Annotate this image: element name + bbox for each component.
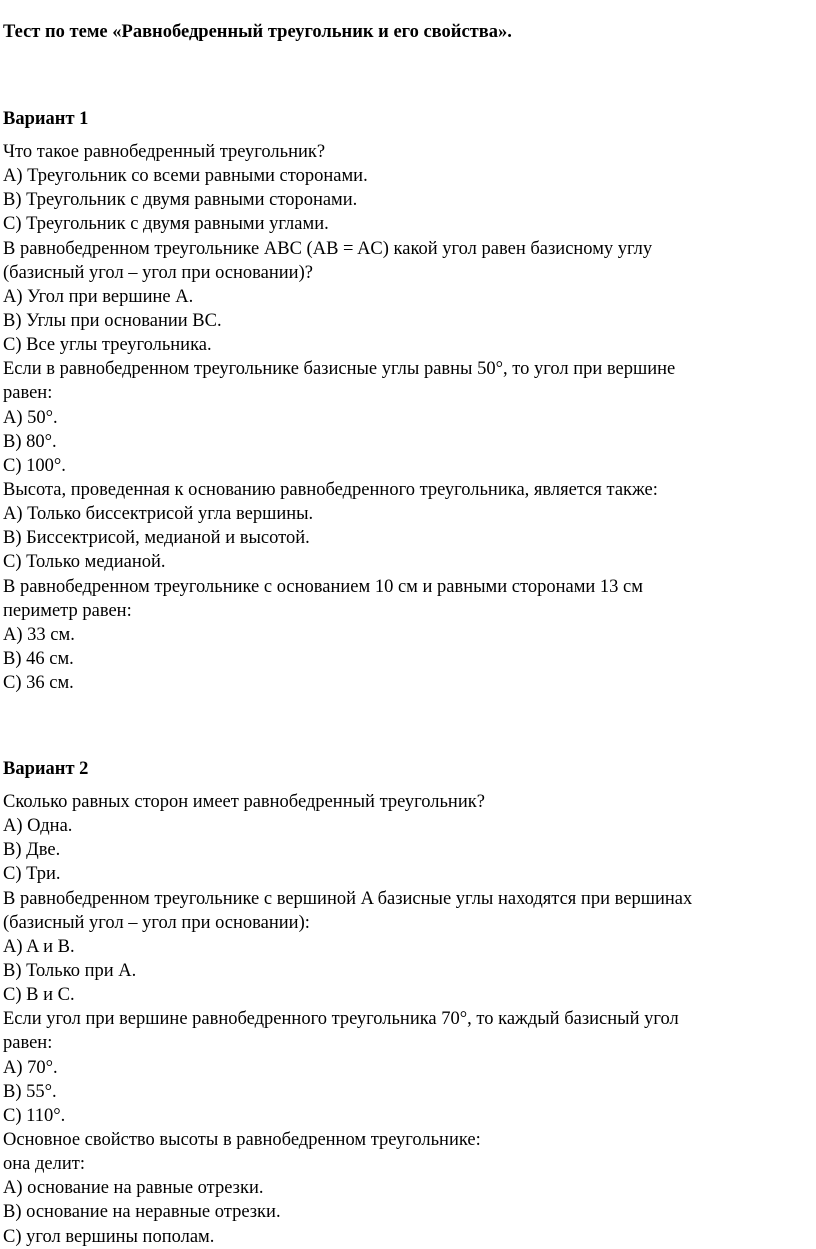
question-2-option-a: A) A и B. [3,936,75,957]
question-2-option-a: A) Угол при вершине A. [3,286,194,307]
question-2-text-cont: (базисный угол – угол при основании)? [3,262,313,283]
variant-2-questions [3,790,803,1249]
variant-1-questions [3,140,803,695]
question-3-option-a: A) 50°. [3,407,58,428]
question-3-text-cont: равен: [3,1033,53,1054]
question-1-option-c: C) Треугольник с двумя равными углами. [3,214,329,235]
variant-2-heading: Вариант 2 [3,759,89,779]
question-2-option-c: C) B и C. [3,985,75,1006]
question-1-text: Что такое равнобедренный треугольник? [3,142,326,162]
question-4-option-a: A) Только биссектрисой угла вершины. [3,504,314,525]
variant-1-heading: Вариант 1 [3,109,89,129]
question-5-option-c: C) 36 см. [3,673,74,694]
question-1-option-b: B) Треугольник с двумя равными сторонами. [3,190,358,211]
question-3-text: Если угол при вершине равнобедренного треугольника 70°, то каждый базисный угол [3,1009,679,1030]
question-4-option-c: C) Только медианой. [3,552,166,573]
question-1-option-c: C) Три. [3,864,61,885]
question-5-text: В равнобедренном треугольнике с основанием 10 см и равными сторонами 13 см [3,576,643,597]
question-4-text: Основное свойство высоты в равнобедренном треугольнике: [3,1129,481,1150]
question-4-text-cont: она делит: [3,1154,85,1175]
question-2-text: В равнобедренном треугольнике ABC (AB = AC) какой угол равен базисному углу [3,238,653,259]
question-3-option-b: B) 55°. [3,1081,57,1102]
question-4-option-c: C) угол вершины пополам. [3,1226,215,1247]
question-3-text: Если в равнобедренном треугольнике базисные углы равны 50°, то угол при вершине [3,359,676,380]
question-4-text: Высота, проведенная к основанию равнобедренного треугольника, является также: [3,479,658,500]
question-2-option-b: B) Углы при основании BC. [3,310,222,331]
document-title: Тест по теме «Равнобедренный треугольник и его свойства». [3,22,512,42]
question-4-option-b: B) основание на неравные отрезки. [3,1202,281,1223]
question-5-text-cont: периметр равен: [3,600,132,621]
question-3-option-c: C) 100°. [3,455,66,476]
question-2-option-c: C) Все углы треугольника. [3,335,212,356]
question-5-option-b: B) 46 см. [3,648,74,669]
question-3-option-a: A) 70°. [3,1057,58,1078]
question-3-text-cont: равен: [3,383,53,404]
question-1-option-a: A) Одна. [3,816,73,837]
question-2-text: В равнобедренном треугольнике с вершиной A базисные углы находятся при вершинах [3,888,693,909]
question-4-option-b: B) Биссектрисой, медианой и высотой. [3,528,310,549]
question-5-option-a: A) 33 см. [3,624,75,645]
question-1-option-b: B) Две. [3,840,61,861]
question-3-option-c: C) 110°. [3,1105,66,1126]
question-1-option-a: A) Треугольник со всеми равными сторонами. [3,166,368,187]
question-3-option-b: B) 80°. [3,431,57,452]
question-4-option-a: A) основание на равные отрезки. [3,1178,264,1199]
question-2-option-b: B) Только при A. [3,960,137,981]
question-2-text-cont: (базисный угол – угол при основании): [3,912,310,933]
question-1-text: Сколько равных сторон имеет равнобедренный треугольник? [3,792,485,812]
